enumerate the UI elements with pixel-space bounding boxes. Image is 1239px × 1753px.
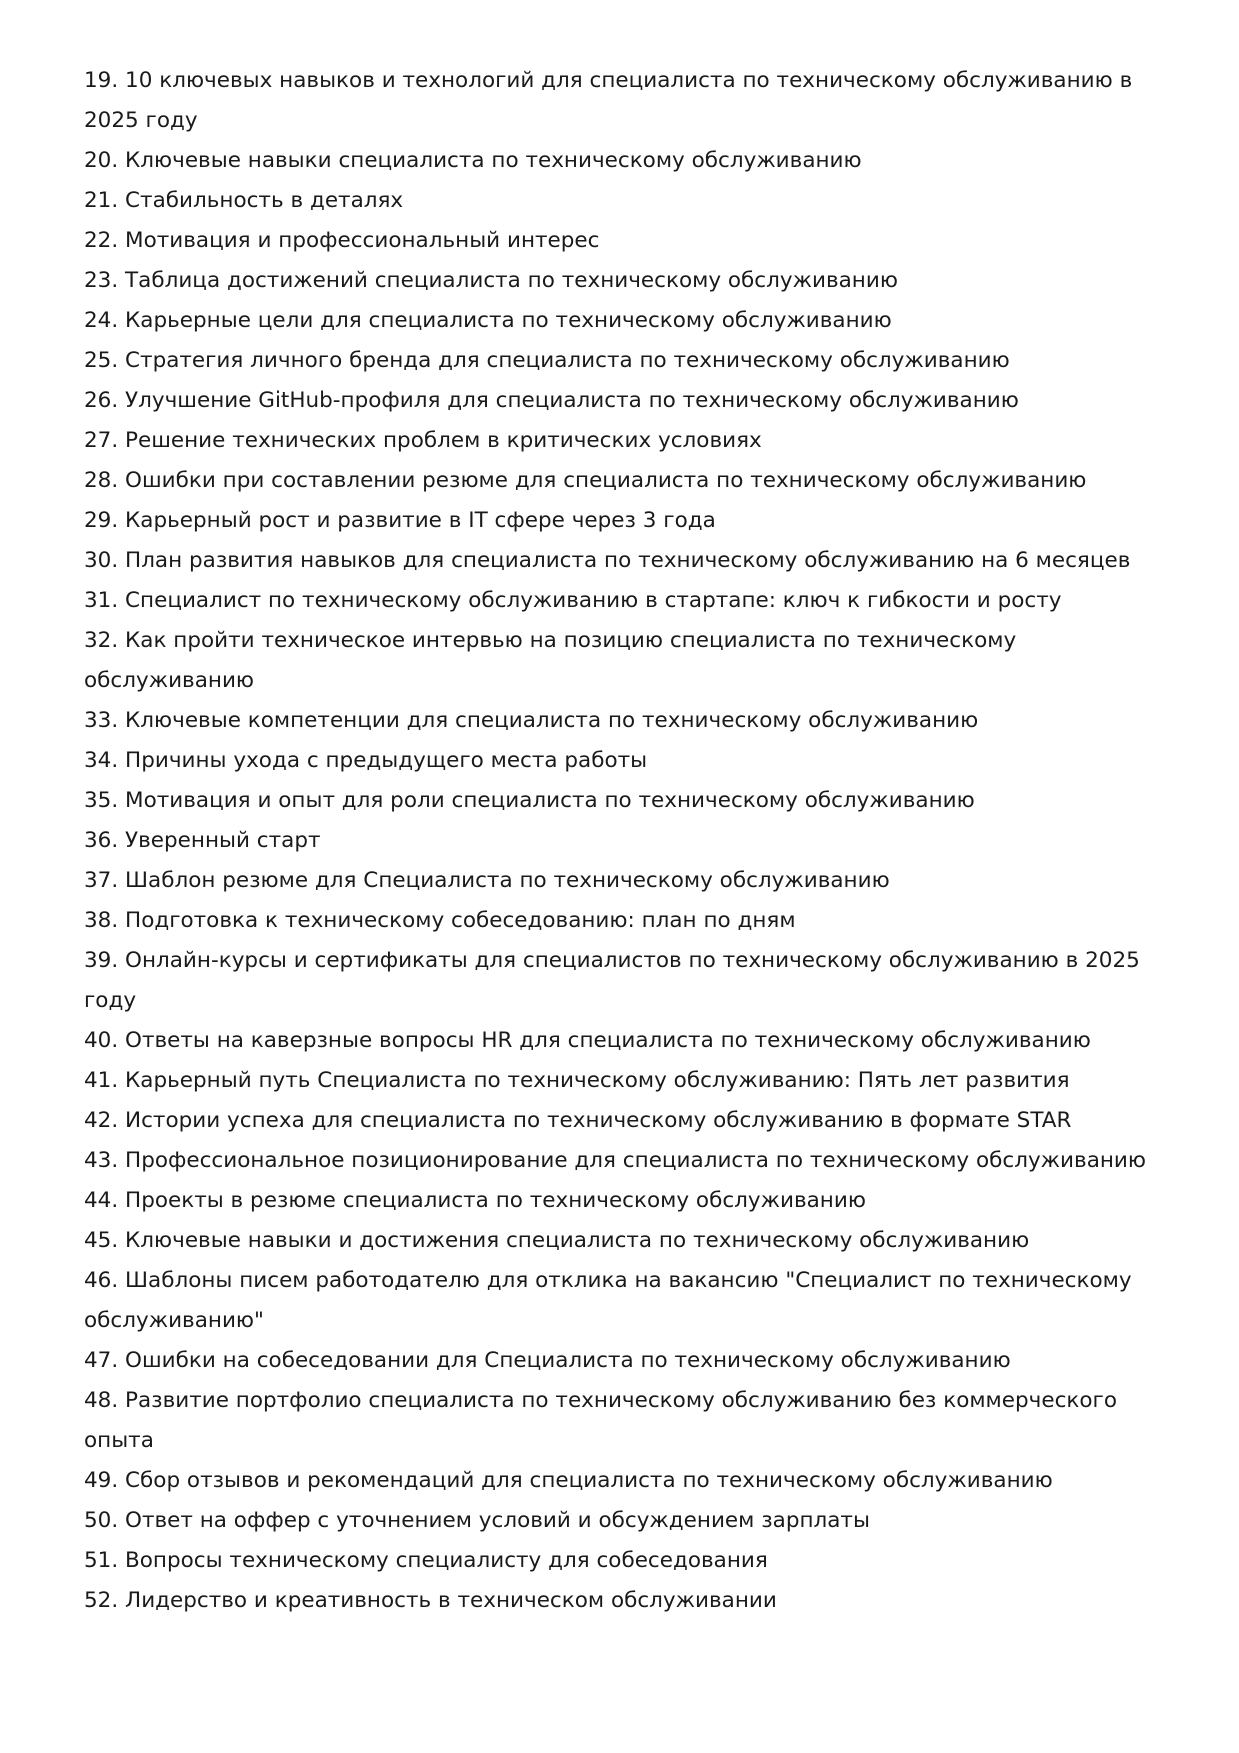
table-of-contents-list xyxy=(84,61,1154,1621)
toc-item-46: 46. Шаблоны писем работодателю для отклика на вакансию "Специалист по техническому обслуживанию" xyxy=(84,1268,1132,1333)
toc-item-36: 36. Уверенный старт xyxy=(84,828,321,853)
toc-item-51: 51. Вопросы техническому специалисту для собеседования xyxy=(84,1548,768,1573)
toc-item-24: 24. Карьерные цели для специалиста по техническому обслуживанию xyxy=(84,308,892,333)
toc-item-41: 41. Карьерный путь Специалиста по техническому обслуживанию: Пять лет развития xyxy=(84,1068,1070,1093)
toc-item-35: 35. Мотивация и опыт для роли специалиста по техническому обслуживанию xyxy=(84,788,975,813)
toc-item-29: 29. Карьерный рост и развитие в IT сфере через 3 года xyxy=(84,508,716,533)
toc-item-37: 37. Шаблон резюме для Специалиста по техническому обслуживанию xyxy=(84,868,890,893)
toc-item-50: 50. Ответ на оффер с уточнением условий и обсуждением зарплаты xyxy=(84,1508,870,1533)
toc-item-45: 45. Ключевые навыки и достижения специалиста по техническому обслуживанию xyxy=(84,1228,1030,1253)
toc-item-31: 31. Специалист по техническому обслуживанию в стартапе: ключ к гибкости и росту xyxy=(84,588,1062,613)
toc-item-30: 30. План развития навыков для специалиста по техническому обслуживанию на 6 месяцев xyxy=(84,548,1131,573)
toc-item-38: 38. Подготовка к техническому собеседованию: план по дням xyxy=(84,908,796,933)
toc-item-39: 39. Онлайн-курсы и сертификаты для специалистов по техническому обслуживанию в 2025 году xyxy=(84,948,1140,1013)
toc-item-33: 33. Ключевые компетенции для специалиста по техническому обслуживанию xyxy=(84,708,979,733)
toc-item-42: 42. Истории успеха для специалиста по техническому обслуживанию в формате STAR xyxy=(84,1108,1072,1133)
toc-item-40: 40. Ответы на каверзные вопросы HR для специалиста по техническому обслуживанию xyxy=(84,1028,1091,1053)
toc-item-19: 19. 10 ключевых навыков и технологий для специалиста по техническому обслуживанию в 2025 году xyxy=(84,68,1133,133)
toc-item-26: 26. Улучшение GitHub-профиля для специалиста по техническому обслуживанию xyxy=(84,388,1019,413)
toc-item-47: 47. Ошибки на собеседовании для Специалиста по техническому обслуживанию xyxy=(84,1348,1011,1373)
toc-item-21: 21. Стабильность в деталях xyxy=(84,188,404,213)
toc-item-44: 44. Проекты в резюме специалиста по техническому обслуживанию xyxy=(84,1188,866,1213)
toc-item-43: 43. Профессиональное позиционирование для специалиста по техническому обслуживанию xyxy=(84,1148,1147,1173)
toc-item-20: 20. Ключевые навыки специалиста по техническому обслуживанию xyxy=(84,148,862,173)
toc-item-49: 49. Сбор отзывов и рекомендаций для специалиста по техническому обслуживанию xyxy=(84,1468,1053,1493)
toc-item-22: 22. Мотивация и профессиональный интерес xyxy=(84,228,600,253)
toc-item-32: 32. Как пройти техническое интервью на позицию специалиста по техническому обслуживанию xyxy=(84,628,1017,693)
toc-item-25: 25. Стратегия личного бренда для специалиста по техническому обслуживанию xyxy=(84,348,1010,373)
toc-item-34: 34. Причины ухода с предыдущего места работы xyxy=(84,748,648,773)
toc-item-28: 28. Ошибки при составлении резюме для специалиста по техническому обслуживанию xyxy=(84,468,1087,493)
toc-item-52: 52. Лидерство и креативность в техническом обслуживании xyxy=(84,1588,777,1613)
toc-item-23: 23. Таблица достижений специалиста по техническому обслуживанию xyxy=(84,268,898,293)
toc-item-48: 48. Развитие портфолио специалиста по техническому обслуживанию без коммерческого опыта xyxy=(84,1388,1117,1453)
toc-item-27: 27. Решение технических проблем в критических условиях xyxy=(84,428,762,453)
